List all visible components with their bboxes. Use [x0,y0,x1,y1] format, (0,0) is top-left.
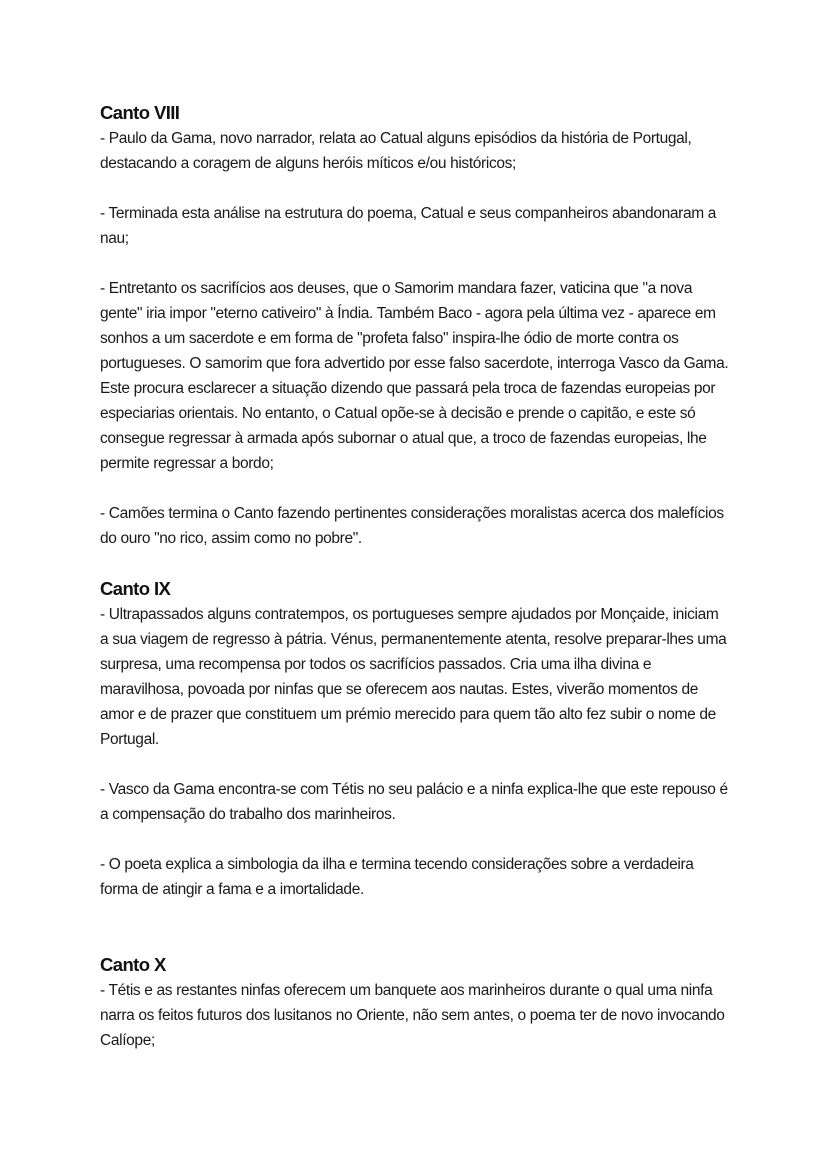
paragraph: - Terminada esta análise na estrutura do poema, Catual e seus companheiros abandonaram a nau; [100,205,717,247]
paragraph: - Paulo da Gama, novo narrador, relata ao Catual alguns episódios da história de Portugal, destacando a coragem de alguns heróis míticos e/ou históricos; [100,130,692,172]
paragraph: - Ultrapassados alguns contratempos, os portugueses sempre ajudados por Monçaide, iniciam a sua viagem de regresso à pátria. Vénus, permanentemente atenta, resolve preparar-lhes uma surpresa, uma recompensa por todos os sacrifícios passados. Cria uma ilha divina e maravilhosa, povoada por ninfas que se oferecem aos nautas. Estes, viverão momentos de amor e de prazer que constituem um prémio merecido para quem tão alto fez subir o nome de Portugal. [100,606,727,748]
paragraph: - O poeta explica a simbologia da ilha e termina tecendo considerações sobre a verdadeira forma de atingir a fama e a imortalidade. [100,856,694,898]
paragraph: - Camões termina o Canto fazendo pertinentes considerações moralistas acerca dos malefícios do ouro "no rico, assim como no pobre". [100,505,724,547]
section-canto-ix [100,576,730,902]
spacer [100,927,730,952]
section-title: Canto VIII [100,102,180,123]
paragraph: - Entretanto os sacrifícios aos deuses, que o Samorim mandara fazer, vaticina que "a nova gente" iria impor "eterno cativeiro" à Índia. Também Baco - agora pela última vez - aparece em sonhos a um sacerdote e em forma de "profeta falso" inspira-lhe ódio de morte contra os portugueses. O samorim que fora advertido por esse falso sacerdote, interroga Vasco da Gama. Este procura esclarecer a situação dizendo que passará pela troca de fazendas europeias por especiarias orientais. No entanto, o Catual opõe-se à decisão e prende o capitão, e este só consegue regressar à armada após subornar o atual que, a troco de fazendas europeias, lhe permite regressar a bordo; [100,280,729,472]
section-title: Canto IX [100,578,171,599]
section-canto-viii [100,100,730,551]
document-body [100,100,730,1078]
section-title: Canto X [100,954,166,975]
section-canto-x [100,952,730,1053]
paragraph: - Tétis e as restantes ninfas oferecem um banquete aos marinheiros durante o qual uma ninfa narra os feitos futuros dos lusitanos no Oriente, não sem antes, o poema ter de novo invocando Calíope; [100,982,725,1049]
paragraph: - Vasco da Gama encontra-se com Tétis no seu palácio e a ninfa explica-lhe que este repouso é a compensação do trabalho dos marinheiros. [100,781,728,823]
